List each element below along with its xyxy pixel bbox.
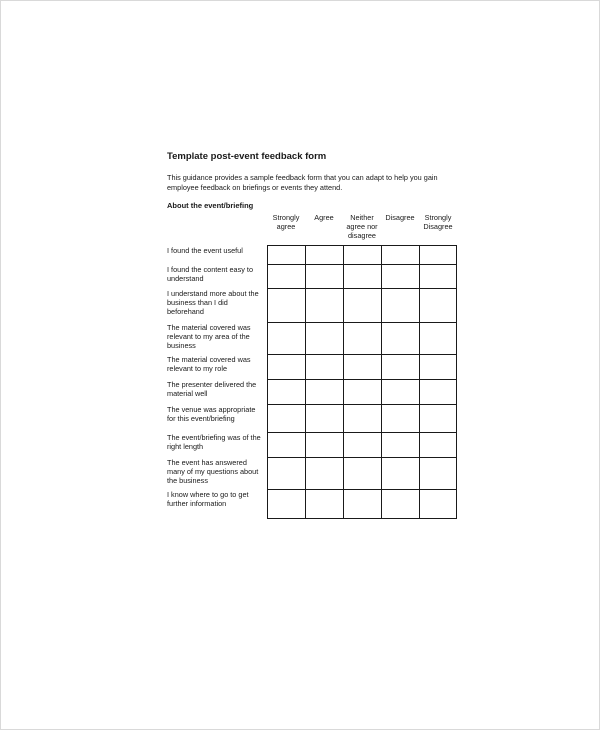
rating-cell-neither[interactable] xyxy=(343,245,381,264)
rating-cell-strongly-agree[interactable] xyxy=(267,322,305,354)
rating-cell-disagree[interactable] xyxy=(381,457,419,489)
rating-cell-agree[interactable] xyxy=(305,264,343,288)
rating-cell-strongly-agree[interactable] xyxy=(267,354,305,379)
rating-cell-strongly-disagree[interactable] xyxy=(419,322,457,354)
row-label: The event has answered many of my questions about the business xyxy=(167,458,259,485)
column-header-neither: Neither agree nor disagree xyxy=(346,213,378,240)
rating-cell-agree[interactable] xyxy=(305,245,343,264)
intro-paragraph: This guidance provides a sample feedback form that you can adapt to help you gain employee feedback on briefings or events they attend. xyxy=(167,173,438,192)
rating-cell-agree[interactable] xyxy=(305,489,343,519)
column-header-strongly-agree: Strongly agree xyxy=(272,213,300,231)
rating-cell-strongly-agree[interactable] xyxy=(267,379,305,404)
rating-cell-strongly-agree[interactable] xyxy=(267,489,305,519)
rating-cell-strongly-disagree[interactable] xyxy=(419,288,457,322)
row-label: I found the content easy to understand xyxy=(167,265,254,283)
table-row xyxy=(167,264,467,288)
row-label: The event/briefing was of the right length xyxy=(167,433,261,451)
row-label: I found the event useful xyxy=(167,246,243,255)
rating-cell-agree[interactable] xyxy=(305,354,343,379)
rating-cell-neither[interactable] xyxy=(343,322,381,354)
rating-cell-agree[interactable] xyxy=(305,404,343,432)
rating-cell-disagree[interactable] xyxy=(381,404,419,432)
rating-cell-disagree[interactable] xyxy=(381,322,419,354)
rating-cell-strongly-disagree[interactable] xyxy=(419,489,457,519)
document-content xyxy=(167,151,467,519)
rating-cell-disagree[interactable] xyxy=(381,489,419,519)
column-header-disagree: Disagree xyxy=(385,213,415,222)
row-label: The presenter delivered the material well xyxy=(167,380,257,398)
rating-cell-strongly-disagree[interactable] xyxy=(419,457,457,489)
rating-cell-strongly-disagree[interactable] xyxy=(419,245,457,264)
rating-cell-strongly-agree[interactable] xyxy=(267,245,305,264)
row-label: The material covered was relevant to my area of the business xyxy=(167,323,251,350)
rating-cell-strongly-agree[interactable] xyxy=(267,404,305,432)
rating-cell-agree[interactable] xyxy=(305,379,343,404)
column-header-strongly-disagree: Strongly Disagree xyxy=(423,213,453,231)
row-label: I understand more about the business than I did beforehand xyxy=(167,289,259,316)
rating-cell-agree[interactable] xyxy=(305,457,343,489)
column-header-row xyxy=(167,213,467,245)
rating-cell-strongly-disagree[interactable] xyxy=(419,404,457,432)
table-row xyxy=(167,354,467,379)
table-row xyxy=(167,432,467,457)
table-row xyxy=(167,489,467,519)
rating-cell-neither[interactable] xyxy=(343,432,381,457)
rating-cell-strongly-disagree[interactable] xyxy=(419,379,457,404)
rating-cell-strongly-agree[interactable] xyxy=(267,457,305,489)
rating-cell-disagree[interactable] xyxy=(381,379,419,404)
rating-cell-neither[interactable] xyxy=(343,489,381,519)
rating-cell-neither[interactable] xyxy=(343,354,381,379)
rating-cell-strongly-disagree[interactable] xyxy=(419,432,457,457)
table-row xyxy=(167,288,467,322)
rating-cell-strongly-disagree[interactable] xyxy=(419,354,457,379)
rating-cell-disagree[interactable] xyxy=(381,432,419,457)
table-row xyxy=(167,404,467,432)
rating-cell-strongly-agree[interactable] xyxy=(267,264,305,288)
rating-cell-strongly-agree[interactable] xyxy=(267,432,305,457)
table-row xyxy=(167,457,467,489)
rating-cell-neither[interactable] xyxy=(343,404,381,432)
feedback-grid xyxy=(167,213,467,519)
rating-cell-neither[interactable] xyxy=(343,264,381,288)
table-row xyxy=(167,322,467,354)
section-heading: About the event/briefing xyxy=(167,201,254,210)
row-label: The material covered was relevant to my role xyxy=(167,355,251,373)
row-label: I know where to go to get further information xyxy=(167,490,249,508)
rating-cell-disagree[interactable] xyxy=(381,264,419,288)
rating-cell-disagree[interactable] xyxy=(381,245,419,264)
rating-cell-strongly-disagree[interactable] xyxy=(419,264,457,288)
rating-cell-neither[interactable] xyxy=(343,288,381,322)
rating-cell-agree[interactable] xyxy=(305,288,343,322)
rating-cell-neither[interactable] xyxy=(343,457,381,489)
row-label: The venue was appropriate for this event/briefing xyxy=(167,405,256,423)
rating-cell-agree[interactable] xyxy=(305,322,343,354)
rating-cell-strongly-agree[interactable] xyxy=(267,288,305,322)
feedback-rows xyxy=(167,245,467,519)
rating-cell-disagree[interactable] xyxy=(381,354,419,379)
rating-cell-neither[interactable] xyxy=(343,379,381,404)
column-header-agree: Agree xyxy=(314,213,334,222)
rating-cell-agree[interactable] xyxy=(305,432,343,457)
rating-cell-disagree[interactable] xyxy=(381,288,419,322)
form-title: Template post-event feedback form xyxy=(167,151,327,162)
table-row xyxy=(167,379,467,404)
table-row xyxy=(167,245,467,264)
